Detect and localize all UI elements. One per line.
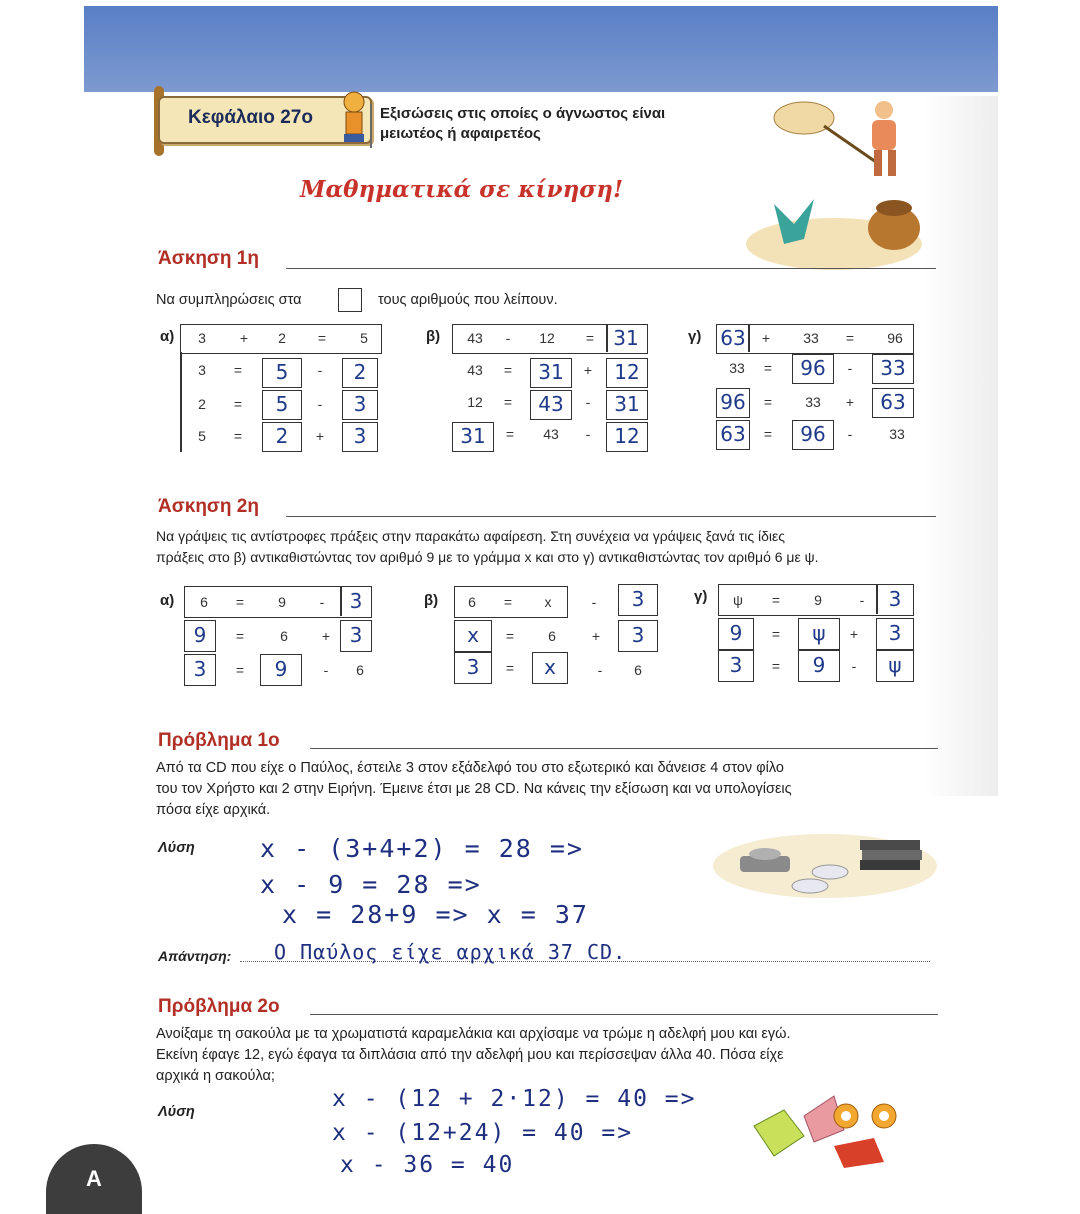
ex2-b-r1-eq: = bbox=[503, 594, 513, 610]
chapter-subtitle: Εξισώσεις στις οποίες ο άγνωστος είναι μειωτέος ή αφαιρετέος bbox=[370, 104, 760, 148]
p2-text-line1: Ανοίξαμε τη σακούλα με τα χρωματιστά καραμελάκια και αρχίσαμε να τρώμε η αδελφή μου και εγώ. bbox=[156, 1026, 791, 1042]
ex1-b-r3-ans2: 31 bbox=[614, 392, 640, 416]
ex1-c-r1-ans: 63 bbox=[720, 326, 746, 350]
ex2-a-r3-op: - bbox=[323, 662, 329, 678]
ex1-c-r4-op: - bbox=[847, 426, 853, 442]
answer-box[interactable] bbox=[876, 650, 914, 682]
answer-box[interactable] bbox=[718, 650, 754, 682]
ex1-c-r3-n2: 33 bbox=[805, 394, 821, 410]
answer-box[interactable] bbox=[340, 620, 372, 652]
ex1-a-r2-ans2: 2 bbox=[353, 360, 367, 384]
ex1-c-r4-ans1: 63 bbox=[720, 422, 746, 446]
ex1-b-r1-n2: 12 bbox=[539, 330, 555, 346]
ex1-b-r2-ans1: 31 bbox=[538, 360, 564, 384]
ex1-b-r2-n1: 43 bbox=[467, 362, 483, 378]
empty-box-icon bbox=[338, 288, 362, 312]
answer-box[interactable] bbox=[606, 422, 648, 452]
ex2-c-r1-eq: = bbox=[771, 592, 781, 608]
ex2-b-r1-ans: 3 bbox=[631, 587, 645, 611]
ex1-b-r3-op: - bbox=[585, 394, 591, 410]
answer-box[interactable] bbox=[342, 390, 378, 420]
ex1-a-r1-n3: 5 bbox=[360, 330, 368, 346]
ex1-a-r2-op: - bbox=[317, 362, 323, 378]
answer-box[interactable] bbox=[718, 618, 754, 650]
ex2-c-r2-eq: = bbox=[771, 626, 781, 642]
ex1-c-r2-op: - bbox=[847, 360, 853, 376]
ex2-a-r3-eq: = bbox=[235, 662, 245, 678]
p2-work-line1: x - (12 + 2·12) = 40 => bbox=[332, 1086, 697, 1112]
ex2-a-r2-ans2: 3 bbox=[349, 623, 363, 647]
ex1-a-r3-eq: = bbox=[233, 396, 243, 412]
ex1-a-r3-ans1: 5 bbox=[275, 392, 289, 416]
ex1-a-r3-n1: 2 bbox=[198, 396, 206, 412]
jumping-figure-illustration bbox=[744, 184, 924, 272]
ex1-c-r3-ans1: 96 bbox=[720, 390, 746, 414]
ex2-a-r2-eq: = bbox=[235, 628, 245, 644]
ex2-rule bbox=[286, 516, 936, 517]
avatar-letter: A bbox=[86, 1166, 102, 1191]
ex2-instruction-line1: Να γράψεις τις αντίστροφες πράξεις στην παρακάτω αφαίρεση. Στη συνέχεια να γράψεις ξανά τις ίδιες bbox=[156, 528, 785, 544]
ex2-instruction-line2: πράξεις στο β) αντικαθιστώντας τον αριθμό 9 με το γράμμα x και στο γ) αντικαθιστώντας τον αριθμό 6 με ψ. bbox=[156, 549, 819, 565]
worksheet-page bbox=[84, 6, 998, 1177]
ex2-a-r2-n2: 6 bbox=[280, 628, 288, 644]
ex2-a-label: α) bbox=[160, 592, 175, 609]
ex1-b-r2-eq: = bbox=[503, 362, 513, 378]
answer-box[interactable] bbox=[716, 388, 750, 418]
ex1-c-label: γ) bbox=[688, 328, 702, 345]
answer-box[interactable] bbox=[876, 618, 914, 650]
ex1-c-r3-op: + bbox=[845, 394, 855, 410]
ex1-c-r4-n3: 33 bbox=[889, 426, 905, 442]
ex2-a-r2-op: + bbox=[321, 628, 331, 644]
answer-box[interactable] bbox=[792, 420, 834, 450]
ex1-a-r2-ans1: 5 bbox=[275, 360, 289, 384]
ex1-c-r2-n1: 33 bbox=[729, 360, 745, 376]
ex1-c-r1-n2: 33 bbox=[803, 330, 819, 346]
ex1-rule bbox=[286, 268, 936, 269]
p2-work-line3: x - 36 = 40 bbox=[340, 1152, 515, 1177]
ex2-a-r1-n2: 9 bbox=[278, 594, 286, 610]
answer-box[interactable] bbox=[872, 388, 914, 418]
answer-box[interactable] bbox=[342, 422, 378, 452]
ex1-a-r1-n2: 2 bbox=[278, 330, 286, 346]
ex1-a-r1-op: + bbox=[239, 330, 249, 346]
ex2-c-r1-op: - bbox=[859, 592, 865, 608]
top-color-band bbox=[84, 6, 998, 92]
answer-box[interactable] bbox=[184, 654, 216, 686]
motto-title: Μαθηματικά σε κίνηση! bbox=[300, 176, 624, 203]
ex1-a-label: α) bbox=[160, 328, 175, 345]
ex2-b-r2-ans1: x bbox=[467, 623, 479, 647]
p1-work-line1: x - (3+4+2) = 28 => bbox=[260, 834, 584, 863]
ex1-b-r1-ans: 31 bbox=[613, 326, 639, 350]
answer-box[interactable] bbox=[262, 390, 302, 420]
p1-work-line2: x - 9 = 28 => bbox=[260, 870, 482, 899]
ex2-b-r3-ans1: 3 bbox=[466, 655, 480, 679]
p1-solution-label: Λύση bbox=[158, 840, 195, 856]
ex1-c-r2-eq: = bbox=[763, 360, 773, 376]
ex2-c-label: γ) bbox=[694, 588, 708, 605]
ex1-c-r4-ans2: 96 bbox=[800, 422, 826, 446]
p2-rule bbox=[310, 1014, 938, 1015]
p2-text-line3: αρχικά η σακούλα; bbox=[156, 1068, 275, 1084]
ex1-b-r4-ans2: 12 bbox=[614, 424, 640, 448]
ex2-a-r3-ans2: 9 bbox=[274, 657, 288, 681]
ex2-a-r1-op: - bbox=[319, 594, 325, 610]
p1-title: Πρόβλημα 1ο bbox=[158, 730, 280, 751]
p1-answer-label: Απάντηση: bbox=[158, 948, 232, 964]
p2-solution-label: Λύση bbox=[158, 1104, 195, 1120]
ex1-instruction-start: Να συμπληρώσεις στα bbox=[156, 292, 302, 308]
p1-text-line3: πόσα είχε αρχικά. bbox=[156, 802, 271, 818]
answer-box[interactable] bbox=[530, 358, 572, 388]
ex1-a-bracket bbox=[180, 352, 182, 452]
faint-next-page bbox=[924, 96, 998, 796]
answer-box[interactable] bbox=[618, 584, 658, 616]
answer-box[interactable] bbox=[792, 354, 834, 384]
ex1-b-r1-n1: 43 bbox=[467, 330, 483, 346]
ex1-b-r1-op: - bbox=[505, 330, 511, 346]
ex2-b-r2-eq: = bbox=[505, 628, 515, 644]
ex1-a-r1-n1: 3 bbox=[198, 330, 206, 346]
ex2-c-r1-n2: 9 bbox=[814, 592, 822, 608]
p1-rule bbox=[310, 748, 938, 749]
answer-box[interactable] bbox=[184, 620, 216, 652]
mascot-icon bbox=[334, 88, 374, 148]
ex2-c-r1-ans: 3 bbox=[888, 587, 902, 611]
ex1-a-r4-ans1: 2 bbox=[275, 424, 289, 448]
ex1-b-r4-eq: = bbox=[505, 426, 515, 442]
ex1-b-r2-op: + bbox=[583, 362, 593, 378]
chapter-title: Κεφάλαιο 27ο bbox=[188, 107, 313, 128]
answer-box[interactable] bbox=[798, 650, 840, 682]
ex2-b-label: β) bbox=[424, 592, 439, 609]
ex1-c-r1-n3: 96 bbox=[887, 330, 903, 346]
ex1-c-r1-op: + bbox=[761, 330, 771, 346]
ex1-b-r3-eq: = bbox=[503, 394, 513, 410]
answer-box[interactable] bbox=[260, 654, 302, 686]
ex2-b-r3-n3: 6 bbox=[634, 662, 642, 678]
answer-box[interactable] bbox=[716, 420, 750, 450]
ex2-a-r1-eq: = bbox=[235, 594, 245, 610]
p1-text-line2: του τον Χρήστο και 2 στην Ειρήνη. Έμεινε έτσι με 28 CD. Να κάνεις την εξίσωση και να υπολογίσεις bbox=[156, 781, 792, 797]
answer-box[interactable] bbox=[262, 422, 302, 452]
ex1-title: Άσκηση 1η bbox=[158, 248, 259, 269]
ex1-c-r3-eq: = bbox=[763, 394, 773, 410]
ex1-b-r3-n1: 12 bbox=[467, 394, 483, 410]
ex2-a-r3-ans1: 3 bbox=[193, 657, 207, 681]
ex2-b-r1-n1: 6 bbox=[468, 594, 476, 610]
ex1-b-r1-eq: = bbox=[585, 330, 595, 346]
answer-box[interactable] bbox=[606, 390, 648, 420]
ex1-b-divider bbox=[606, 324, 608, 352]
ex1-b-r2-ans2: 12 bbox=[614, 360, 640, 384]
ex2-a-r1-n1: 6 bbox=[200, 594, 208, 610]
answer-box[interactable] bbox=[798, 618, 840, 650]
answer-box[interactable] bbox=[454, 620, 492, 652]
ex2-c-r3-ans2: 9 bbox=[812, 653, 826, 677]
answer-box[interactable] bbox=[606, 358, 648, 388]
ex2-b-r2-op: + bbox=[591, 628, 601, 644]
ex2-c-r3-op: - bbox=[851, 658, 857, 674]
ex1-b-r4-op: - bbox=[585, 426, 591, 442]
cd-stack-illustration bbox=[710, 826, 940, 906]
ex1-a-r3-op: - bbox=[317, 396, 323, 412]
p1-answer-text: Ο Παύλος είχε αρχικά 37 CD. bbox=[274, 940, 627, 964]
ex2-b-r3-eq: = bbox=[505, 660, 515, 676]
ex1-instruction-end: τους αριθμούς που λείπουν. bbox=[378, 292, 558, 308]
ex2-c-r2-op: + bbox=[849, 626, 859, 642]
ex2-a-r2-ans1: 9 bbox=[193, 623, 207, 647]
ex1-a-r4-eq: = bbox=[233, 428, 243, 444]
ex2-a-r1-ans: 3 bbox=[349, 589, 363, 613]
ex2-b-r3-op: - bbox=[597, 662, 603, 678]
ex1-c-r3-ans2: 63 bbox=[880, 390, 906, 414]
p1-text-line1: Από τα CD που είχε ο Παύλος, έστειλε 3 στον εξάδελφό του στο εξωτερικό και δάνεισε 4 στον φίλο bbox=[156, 760, 784, 776]
answer-box[interactable] bbox=[872, 354, 914, 384]
ex1-a-r4-n1: 5 bbox=[198, 428, 206, 444]
answer-box[interactable] bbox=[618, 620, 658, 652]
answer-box[interactable] bbox=[530, 390, 572, 420]
ex1-a-r3-ans2: 3 bbox=[353, 392, 367, 416]
ex2-c-r3-ans1: 3 bbox=[729, 653, 743, 677]
answer-box[interactable] bbox=[342, 358, 378, 388]
ex2-b-r1-n2: x bbox=[544, 594, 552, 610]
ex2-c-r1-n1: ψ bbox=[733, 592, 743, 608]
p1-work-line3: x = 28+9 => x = 37 bbox=[282, 900, 589, 929]
ex1-b-r4-n2: 43 bbox=[543, 426, 559, 442]
ex1-a-r4-op: + bbox=[315, 428, 325, 444]
ex2-c-r3-ans3: ψ bbox=[888, 653, 902, 677]
ex1-a-r4-ans2: 3 bbox=[353, 424, 367, 448]
butterfly-net-kid-illustration bbox=[764, 90, 914, 190]
ex2-c-r2-ans2: ψ bbox=[812, 621, 826, 645]
p2-text-line2: Εκείνη έφαγε 12, εγώ έφαγα τα διπλάσια από την αδελφή μου και περίσσεψαν άλλα 40. Πόσα είχε bbox=[156, 1047, 784, 1063]
ex2-b-r1-op: - bbox=[591, 594, 597, 610]
ex1-c-r1-eq: = bbox=[845, 330, 855, 346]
ex1-b-r4-ans1: 31 bbox=[460, 424, 486, 448]
ex2-c-r3-eq: = bbox=[771, 658, 781, 674]
ex2-a-r3-n3: 6 bbox=[356, 662, 364, 678]
ex2-c-r2-ans3: 3 bbox=[888, 621, 902, 645]
ex1-b-label: β) bbox=[426, 328, 441, 345]
p2-work-line2: x - (12+24) = 40 => bbox=[332, 1120, 634, 1146]
ex1-c-divider bbox=[748, 324, 750, 352]
ex1-a-r2-n1: 3 bbox=[198, 362, 206, 378]
answer-box[interactable] bbox=[454, 652, 492, 684]
ex2-b-r3-ans2: x bbox=[544, 655, 556, 679]
ex1-c-r2-ans1: 96 bbox=[800, 356, 826, 380]
ex2-b-r2-n2: 6 bbox=[548, 628, 556, 644]
ex2-c-r2-ans1: 9 bbox=[729, 621, 743, 645]
ex2-b-r2-ans2: 3 bbox=[631, 623, 645, 647]
ex1-c-r4-eq: = bbox=[763, 426, 773, 442]
ex1-a-r1-eq: = bbox=[317, 330, 327, 346]
ex1-c-r2-ans2: 33 bbox=[880, 356, 906, 380]
ex1-a-r2-eq: = bbox=[233, 362, 243, 378]
candies-illustration bbox=[744, 1086, 914, 1176]
answer-box[interactable] bbox=[532, 652, 568, 684]
p2-title: Πρόβλημα 2ο bbox=[158, 996, 280, 1017]
ex2-title: Άσκηση 2η bbox=[158, 496, 259, 517]
answer-box[interactable] bbox=[452, 422, 494, 452]
ex1-b-r3-ans1: 43 bbox=[538, 392, 564, 416]
answer-box[interactable] bbox=[262, 358, 302, 388]
